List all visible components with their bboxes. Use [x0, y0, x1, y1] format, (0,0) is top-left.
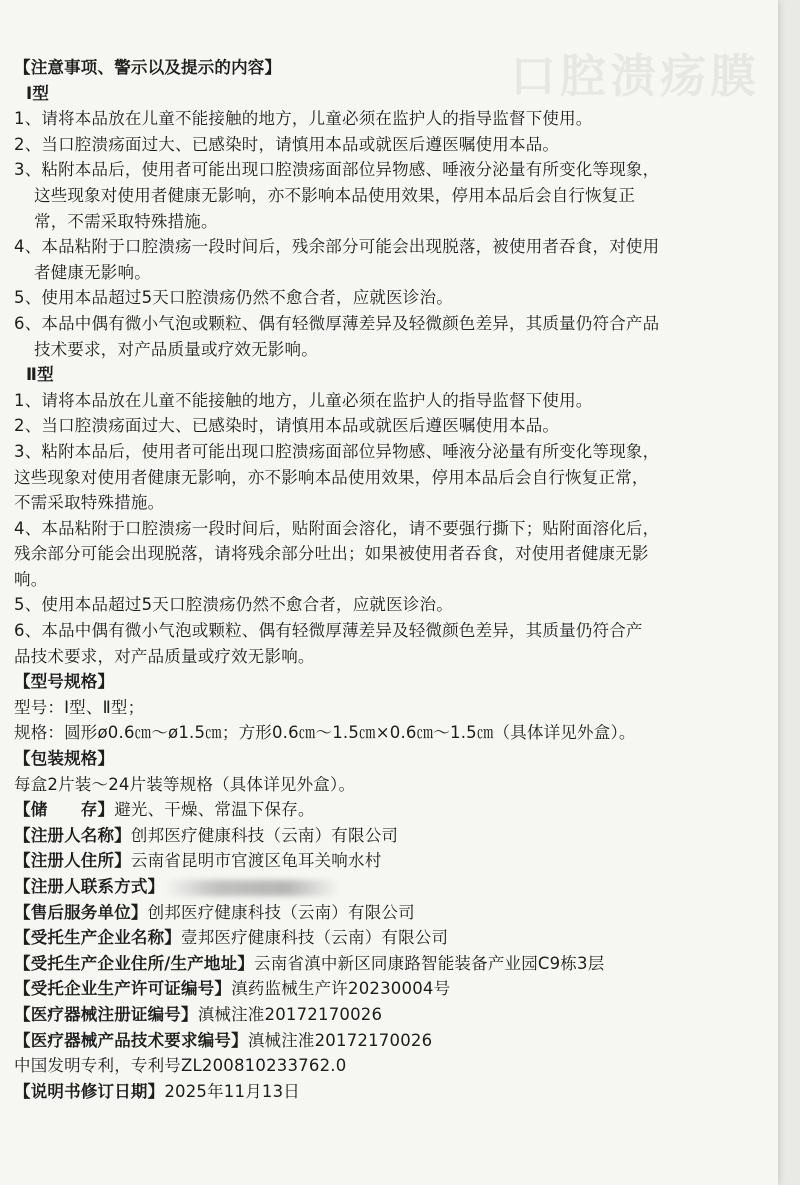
manufacturer-name-value: 壹邦医疗健康科技（云南）有限公司 — [181, 928, 449, 948]
type2-line: 6、本品中偶有微小气泡或颗粒、偶有轻微厚薄差异及轻微颜色差异，其质量仍符合产 — [14, 621, 643, 641]
type1-line: 4、本品粘附于口腔溃疡一段时间后，残余部分可能会出现脱落，被使用者吞食，对使用 — [14, 237, 660, 257]
type2-line: 品技术要求，对产品质量或疗效无影响。 — [14, 646, 315, 666]
registrant-name-row — [14, 823, 774, 849]
type1-line: 5、使用本品超过5天口腔溃疡仍然不愈合者，应就医诊治。 — [14, 288, 453, 308]
type2-line: 4、本品粘附于口腔溃疡一段时间后，贴附面会溶化，请不要强行撕下；贴附面溶化后， — [14, 518, 660, 538]
storage-key: 【储 存】 — [14, 800, 115, 820]
type1-line: 1、请将本品放在儿童不能接触的地方，儿童必须在监护人的指导监督下使用。 — [14, 109, 593, 129]
type1-line: 6、本品中偶有微小气泡或颗粒、偶有轻微厚薄差异及轻微颜色差异，其质量仍符合产品 — [14, 313, 660, 333]
type1-line: 这些现象对使用者健康无影响，亦不影响本品使用效果，停用本品后会自行恢复正 — [34, 185, 636, 205]
type2-line: 2、当口腔溃疡面过大、已感染时，请慎用本品或就医后遵医嘱使用本品。 — [14, 416, 560, 436]
manufacturer-address-key: 【受托生产企业住所/生产地址】 — [14, 953, 255, 973]
registration-cert-value: 滇械注准20172170026 — [197, 1004, 383, 1024]
registration-cert-key: 【医疗器械注册证编号】 — [14, 1004, 198, 1024]
type2-line: 不需采取特殊措施。 — [14, 493, 165, 513]
storage-row — [14, 797, 774, 823]
registration-cert-row — [14, 1002, 774, 1028]
registrant-contact-key: 【注册人联系方式】 — [14, 877, 165, 896]
type2-label: Ⅱ型 — [26, 365, 54, 385]
production-license-key: 【受托企业生产许可证编号】 — [14, 979, 232, 999]
notice-heading: 【注意事项、警示以及提示的内容】 — [14, 58, 282, 77]
after-sales-key: 【售后服务单位】 — [14, 902, 148, 922]
type1-label: Ⅰ型 — [26, 83, 50, 103]
manufacturer-address-row — [14, 951, 774, 977]
manufacturer-name-row — [14, 925, 774, 951]
model-heading: 【型号规格】 — [14, 672, 115, 692]
package-heading: 【包装规格】 — [14, 749, 115, 769]
registrant-name-key: 【注册人名称】 — [14, 825, 131, 845]
spec-line: 规格：圆形ø0.6㎝～ø1.5㎝；方形0.6㎝～1.5㎝×0.6㎝～1.5㎝（具体详见外盒）。 — [14, 723, 636, 743]
patent-line: 中国发明专利，专利号ZL200810233762.0 — [14, 1056, 347, 1076]
type2-line: 残余部分可能会出现脱落，请将残余部分吐出；如果被使用者吞食，对使用者健康无影 — [14, 544, 649, 564]
type2-line: 3、粘附本品后，使用者可能出现口腔溃疡面部位异物感、唾液分泌量有所变化等现象， — [14, 441, 660, 461]
type2-line: 这些现象对使用者健康无影响，亦不影响本品使用效果，停用本品后会自行恢复正常， — [14, 467, 649, 487]
type2-line: 响。 — [14, 569, 48, 589]
after-sales-value: 创邦医疗健康科技（云南）有限公司 — [147, 902, 415, 922]
type1-line: 常，不需采取特殊措施。 — [34, 211, 218, 231]
background-watermark: 口腔溃疡膜 — [510, 49, 760, 103]
storage-value: 避光、干燥、常温下保存。 — [114, 800, 315, 820]
manufacturer-name-key: 【受托生产企业名称】 — [14, 928, 181, 948]
type1-line: 3、粘附本品后，使用者可能出现口腔溃疡面部位异物感、唾液分泌量有所变化等现象， — [14, 160, 660, 180]
registrant-address-value: 云南省昆明市官渡区龟耳关响水村 — [130, 851, 382, 871]
document-body — [14, 55, 774, 1104]
registrant-address-row — [14, 848, 774, 874]
registrant-contact-row — [14, 874, 774, 900]
tech-requirement-value: 滇械注准20172170026 — [247, 1030, 433, 1050]
production-license-value: 滇药监械生产许20230004号 — [231, 979, 451, 999]
manufacturer-address-value: 云南省滇中新区同康路智能装备产业园C9栋3层 — [254, 953, 605, 973]
package-text: 每盒2片装～24片装等规格（具体详见外盒）。 — [14, 774, 356, 794]
registrant-name-value: 创邦医疗健康科技（云南）有限公司 — [130, 825, 399, 845]
production-license-row — [14, 976, 774, 1002]
type1-line: 技术要求，对产品质量或疗效无影响。 — [34, 339, 318, 359]
type2-line: 5、使用本品超过5天口腔溃疡仍然不愈合者，应就医诊治。 — [14, 595, 453, 615]
revision-key: 【说明书修订日期】 — [14, 1081, 165, 1101]
type2-line: 1、请将本品放在儿童不能接触的地方，儿童必须在监护人的指导监督下使用。 — [14, 390, 593, 410]
after-sales-row — [14, 900, 774, 926]
tech-requirement-row — [14, 1028, 774, 1054]
type1-line: 2、当口腔溃疡面过大、已感染时，请慎用本品或就医后遵医嘱使用本品。 — [14, 134, 560, 154]
revision-value: 2025年11月13日 — [164, 1081, 300, 1101]
revision-row — [14, 1079, 774, 1105]
redacted-contact — [164, 880, 339, 896]
registrant-address-key: 【注册人住所】 — [14, 851, 131, 871]
model-line: 型号：Ⅰ型、Ⅱ型； — [14, 697, 145, 717]
tech-requirement-key: 【医疗器械产品技术要求编号】 — [14, 1030, 248, 1050]
type1-line: 者健康无影响。 — [34, 262, 151, 282]
